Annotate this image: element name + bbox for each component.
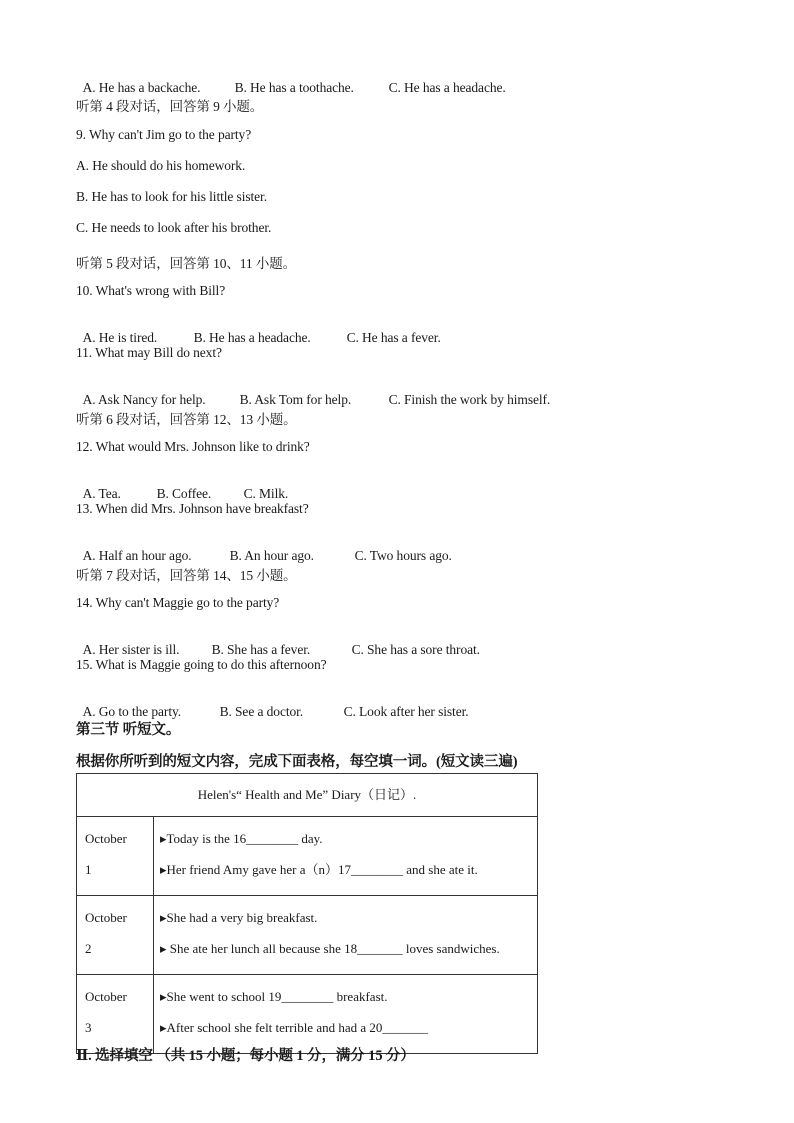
- diary-header-row: [77, 774, 538, 817]
- q12-option-b: B. Coffee.: [156, 486, 212, 501]
- question-9: 9. Why can't Jim go to the party?: [76, 127, 252, 142]
- diary-table: [76, 773, 538, 1054]
- dialog6-instruction: 听第 6 段对话，回答第 12、13 小题。: [76, 412, 297, 427]
- diary-entry: ▸She had a very big breakfast.: [160, 910, 318, 925]
- question-10: 10. What's wrong with Bill?: [76, 283, 226, 298]
- diary-row-oct3: [77, 975, 538, 1054]
- entries-cell: [154, 975, 538, 1054]
- date-day: 2: [85, 941, 92, 956]
- diary-entry: ▸After school she felt terrible and had a 20_______: [160, 1020, 428, 1035]
- diary-entry: ▸Her friend Amy gave her a（n）17________ and she ate it.: [160, 862, 478, 877]
- q12-option-c: C. Milk.: [243, 486, 289, 501]
- section3-title: 第三节 听短文。: [76, 722, 181, 738]
- q8-option-a: A. He has a backache.: [82, 80, 201, 95]
- date-month: October: [85, 831, 127, 846]
- q14-option-b: B. She has a fever.: [211, 642, 311, 657]
- diary-entry: ▸ She ate her lunch all because she 18_______ loves sandwiches.: [160, 941, 500, 956]
- q11-option-b: B. Ask Tom for help.: [239, 392, 352, 407]
- dialog4-instruction: 听第 4 段对话，回答第 9 小题。: [76, 99, 264, 114]
- q13-option-c: C. Two hours ago.: [354, 548, 452, 563]
- question-15: 15. What is Maggie going to do this afternoon?: [76, 657, 327, 672]
- q10-option-b: B. He has a headache.: [193, 330, 311, 345]
- q13-option-a: A. Half an hour ago.: [82, 548, 192, 563]
- q9-option-a: A. He should do his homework.: [76, 158, 246, 173]
- question-13: 13. When did Mrs. Johnson have breakfast?: [76, 501, 309, 516]
- question-14: 14. Why can't Maggie go to the party?: [76, 595, 280, 610]
- date-cell: [77, 817, 154, 896]
- q10-option-a: A. He is tired.: [82, 330, 158, 345]
- q15-options: [76, 688, 469, 720]
- q8-option-c: C. He has a headache.: [388, 80, 506, 95]
- diary-entry: ▸Today is the 16________ day.: [160, 831, 323, 846]
- date-month: October: [85, 989, 127, 1004]
- q9-option-c: C. He needs to look after his brother.: [76, 220, 272, 235]
- q11-option-a: A. Ask Nancy for help.: [82, 392, 206, 407]
- q12-options: [76, 470, 288, 502]
- diary-row-oct2: [77, 896, 538, 975]
- date-cell: [77, 975, 154, 1054]
- q9-option-b: B. He has to look for his little sister.: [76, 189, 267, 204]
- q15-option-a: A. Go to the party.: [82, 704, 182, 719]
- q13-options: [76, 532, 452, 564]
- dialog5-instruction: 听第 5 段对话，回答第 10、11 小题。: [76, 256, 297, 271]
- q10-option-c: C. He has a fever.: [346, 330, 441, 345]
- q11-options: [76, 376, 550, 408]
- question-12: 12. What would Mrs. Johnson like to drink?: [76, 439, 310, 454]
- section3-instruction: 根据你所听到的短文内容，完成下面表格，每空填一词。(短文读三遍): [76, 754, 518, 770]
- q8-options: [76, 64, 506, 96]
- q14-option-c: C. She has a sore throat.: [351, 642, 480, 657]
- date-day: 1: [85, 862, 92, 877]
- part2-title: Ⅱ. 选择填空 （共 15 小题；每小题 1 分，满分 15 分）: [76, 1048, 415, 1064]
- date-day: 3: [85, 1020, 92, 1035]
- q10-options: [76, 314, 441, 346]
- entries-cell: [154, 817, 538, 896]
- date-cell: [77, 896, 154, 975]
- entries-cell: [154, 896, 538, 975]
- q8-option-b: B. He has a toothache.: [234, 80, 354, 95]
- q14-option-a: A. Her sister is ill.: [82, 642, 180, 657]
- q15-option-b: B. See a doctor.: [219, 704, 304, 719]
- diary-entry: ▸She went to school 19________ breakfast.: [160, 989, 388, 1004]
- q11-option-c: C. Finish the work by himself.: [388, 392, 551, 407]
- q13-option-b: B. An hour ago.: [229, 548, 314, 563]
- diary-title: Helen's“ Health and Me” Diary（日记）.: [77, 774, 538, 817]
- diary-row-oct1: [77, 817, 538, 896]
- q14-options: [76, 626, 480, 658]
- date-month: October: [85, 910, 127, 925]
- dialog7-instruction: 听第 7 段对话，回答第 14、15 小题。: [76, 568, 297, 583]
- question-11: 11. What may Bill do next?: [76, 345, 222, 360]
- q15-option-c: C. Look after her sister.: [343, 704, 469, 719]
- q12-option-a: A. Tea.: [82, 486, 121, 501]
